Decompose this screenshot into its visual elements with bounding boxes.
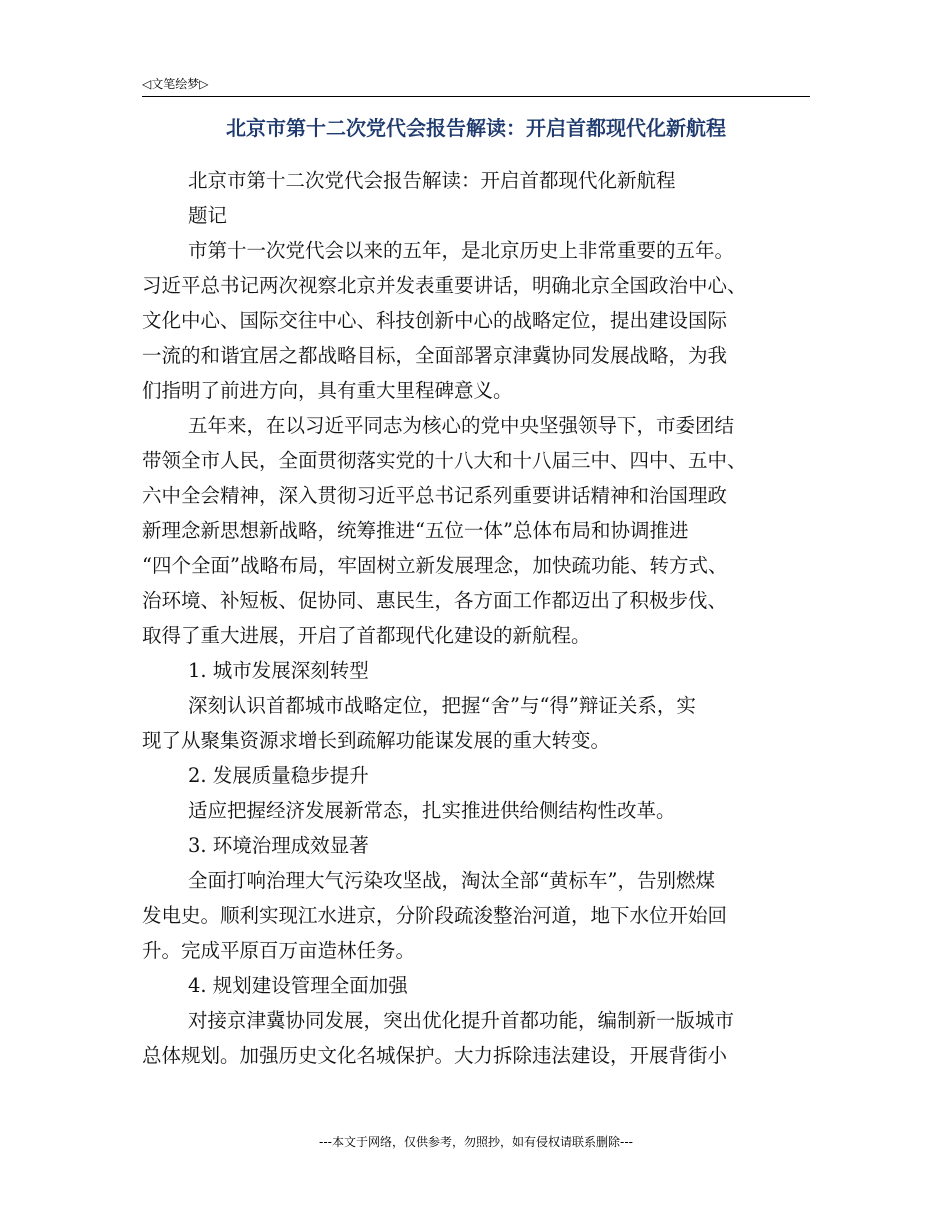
body-line: 习近平总书记两次视察北京并发表重要讲话，明确北京全国政治中心、 bbox=[142, 274, 747, 297]
body-line: 北京市第十二次党代会报告解读：开启首都现代化新航程 bbox=[188, 169, 676, 192]
body-line: 带领全市人民，全面贯彻落实党的十八大和十八届三中、四中、五中、 bbox=[142, 449, 747, 472]
body-line: 总体规划。加强历史文化名城保护。大力拆除违法建设，开展背街小 bbox=[142, 1044, 728, 1067]
body-line: 一流的和谐宜居之都战略目标，全面部署京津冀协同发展战略，为我 bbox=[142, 344, 728, 367]
body-line: 文化中心、国际交往中心、科技创新中心的战略定位，提出建设国际 bbox=[142, 309, 728, 332]
page-footer-disclaimer: ---本文于网络，仅供参考，勿照抄，如有侵权请联系删除--- bbox=[319, 1135, 633, 1149]
body-line: 深刻认识首都城市战略定位，把握“舍”与“得”辩证关系，实 bbox=[188, 694, 696, 717]
body-line: 六中全会精神，深入贯彻习近平总书记系列重要讲话精神和治国理政 bbox=[142, 484, 728, 507]
section-heading: 1. 城市发展深刻转型 bbox=[188, 659, 369, 682]
header-brand: ◁文笔绘梦▷ bbox=[142, 77, 209, 91]
body-line: 升。完成平原百万亩造林任务。 bbox=[142, 939, 416, 962]
body-line: 治环境、补短板、促协同、惠民生，各方面工作都迈出了积极步伐、 bbox=[142, 589, 728, 612]
body-line: 新理念新思想新战略，统筹推进“五位一体”总体布局和协调推进 bbox=[142, 519, 689, 542]
body-line: 取得了重大进展，开启了首都现代化建设的新航程。 bbox=[142, 624, 591, 647]
body-line: 五年来，在以习近平同志为核心的党中央坚强领导下，市委团结 bbox=[188, 414, 735, 437]
document-body bbox=[142, 163, 810, 1073]
body-line: 题记 bbox=[188, 204, 228, 227]
page-header bbox=[142, 72, 810, 97]
body-line: “四个全面”战略布局，牢固树立新发展理念，加快疏功能、转方式、 bbox=[142, 554, 728, 577]
body-line: 发电史。顺利实现江水进京，分阶段疏浚整治河道，地下水位开始回 bbox=[142, 904, 728, 927]
body-line: 们指明了前进方向，具有重大里程碑意义。 bbox=[142, 379, 513, 402]
body-line: 现了从聚集资源求增长到疏解功能谋发展的重大转变。 bbox=[142, 729, 611, 752]
body-line: 对接京津冀协同发展，突出优化提升首都功能，编制新一版城市 bbox=[188, 1009, 735, 1032]
body-line: 市第十一次党代会以来的五年，是北京历史上非常重要的五年。 bbox=[188, 239, 735, 262]
section-heading: 2. 发展质量稳步提升 bbox=[188, 764, 369, 787]
section-heading: 4. 规划建设管理全面加强 bbox=[188, 974, 408, 997]
body-line: 全面打响治理大气污染攻坚战，淘汰全部“黄标车”，告别燃煤 bbox=[188, 869, 715, 892]
body-line: 适应把握经济发展新常态，扎实推进供给侧结构性改革。 bbox=[188, 799, 676, 822]
section-heading: 3. 环境治理成效显著 bbox=[188, 834, 369, 857]
document-title: 北京市第十二次党代会报告解读：开启首都现代化新航程 bbox=[226, 116, 726, 140]
